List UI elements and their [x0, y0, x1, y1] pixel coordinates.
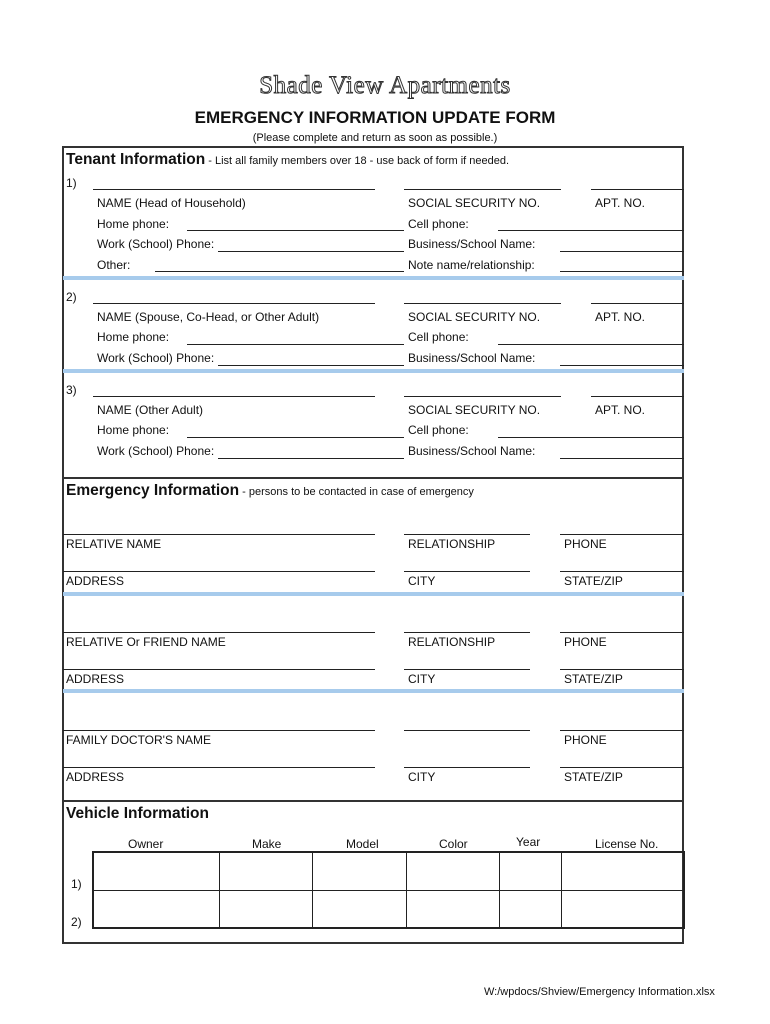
section-border	[62, 800, 684, 802]
contact-1-phone-field[interactable]	[560, 534, 684, 535]
doctor-city-field[interactable]	[404, 767, 530, 768]
tenant-3-home-phone-label: Home phone:	[97, 423, 170, 437]
vehicle-col-make: Make	[252, 837, 282, 851]
contact-1-phone-label: PHONE	[564, 537, 607, 551]
form-instruction: (Please complete and return as soon as possible.)	[252, 132, 498, 144]
contact-2-phone-label: PHONE	[564, 635, 607, 649]
vehicle-col-model: Model	[346, 837, 379, 851]
section-divider	[63, 276, 684, 280]
tenant-1-business-label: Business/School Name:	[408, 237, 536, 251]
contact-1-state-zip-field[interactable]	[560, 571, 684, 572]
contact-1-address-label: ADDRESS	[66, 574, 125, 588]
tenant-1-name-field[interactable]	[93, 189, 375, 190]
tenant-2-ssn-label: SOCIAL SECURITY NO.	[408, 310, 541, 324]
tenant-2-business-field[interactable]	[560, 365, 684, 366]
tenant-2-ssn-field[interactable]	[404, 303, 561, 304]
contact-1-city-label: CITY	[408, 574, 436, 588]
tenant-section	[66, 151, 509, 169]
form-title: EMERGENCY INFORMATION UPDATE FORM	[194, 108, 556, 127]
tenant-2-cell-phone-label: Cell phone:	[408, 330, 469, 344]
contact-2-city-field[interactable]	[404, 669, 530, 670]
contact-2-name-field[interactable]	[63, 632, 375, 633]
tenant-1-business-field[interactable]	[560, 251, 684, 252]
vehicle-col-color: Color	[439, 837, 468, 851]
doctor-city-label: CITY	[408, 770, 436, 784]
tenant-1-home-phone-field[interactable]	[187, 230, 404, 231]
tenant-3-name-field[interactable]	[93, 396, 375, 397]
tenant-1-note-name-field[interactable]	[560, 271, 684, 272]
tenant-2-work-phone-label: Work (School) Phone:	[97, 351, 215, 365]
tenant-1-other-label: Other:	[97, 258, 131, 272]
tenant-1-apt-field[interactable]	[591, 189, 684, 190]
emergency-section	[66, 482, 474, 500]
contact-1-state-zip-label: STATE/ZIP	[564, 574, 623, 588]
contact-2-address-field[interactable]	[63, 669, 375, 670]
tenant-2-cell-phone-field[interactable]	[498, 344, 684, 345]
tenant-2-business-label: Business/School Name:	[408, 351, 536, 365]
tenant-2-home-phone-field[interactable]	[187, 344, 404, 345]
tenant-2-apt-field[interactable]	[591, 303, 684, 304]
doctor-state-zip-field[interactable]	[560, 767, 684, 768]
doctor-name-field[interactable]	[63, 730, 375, 731]
tenant-2-home-phone-label: Home phone:	[97, 330, 170, 344]
contact-2-state-zip-label: STATE/ZIP	[564, 672, 623, 686]
tenant-1-number: 1)	[66, 176, 77, 190]
tenant-3-ssn-field[interactable]	[404, 396, 561, 397]
tenant-1-name-label: NAME (Head of Household)	[97, 196, 246, 210]
contact-1-city-field[interactable]	[404, 571, 530, 572]
file-path-footer: W:/wpdocs/Shview/Emergency Information.xlsx	[484, 986, 715, 998]
doctor-phone-label: PHONE	[564, 733, 607, 747]
contact-2-relationship-field[interactable]	[404, 632, 530, 633]
vehicle-table	[92, 851, 685, 929]
tenant-3-ssn-label: SOCIAL SECURITY NO.	[408, 403, 541, 417]
tenant-3-work-phone-field[interactable]	[218, 458, 404, 459]
contact-2-city-label: CITY	[408, 672, 436, 686]
vehicle-row-divider	[94, 890, 683, 891]
doctor-state-zip-label: STATE/ZIP	[564, 770, 623, 784]
vehicle-row-2-number: 2)	[71, 915, 82, 929]
contact-1-name-field[interactable]	[63, 534, 375, 535]
tenant-3-name-label: NAME (Other Adult)	[97, 403, 204, 417]
tenant-2-name-field[interactable]	[93, 303, 375, 304]
contact-2-name-label: RELATIVE Or FRIEND NAME	[66, 635, 226, 649]
tenant-1-note-name-label: Note name/relationship:	[408, 258, 535, 272]
contact-1-name-label: RELATIVE NAME	[66, 537, 162, 551]
company-title: Shade View Apartments	[259, 72, 511, 99]
tenant-1-work-phone-field[interactable]	[218, 251, 404, 252]
contact-2-address-label: ADDRESS	[66, 672, 125, 686]
emergency-section-title: Emergency Information	[66, 482, 240, 499]
doctor-address-field[interactable]	[63, 767, 375, 768]
vehicle-col-license: License No.	[595, 837, 659, 851]
tenant-2-work-phone-field[interactable]	[218, 365, 404, 366]
doctor-name-label: FAMILY DOCTOR'S NAME	[66, 733, 211, 747]
contact-2-phone-field[interactable]	[560, 632, 684, 633]
contact-1-relationship-field[interactable]	[404, 534, 530, 535]
vehicle-col-year: Year	[516, 835, 541, 849]
section-divider	[63, 689, 684, 693]
tenant-section-note: - List all family members over 18 - use back of form if needed.	[205, 155, 510, 167]
tenant-2-apt-label: APT. NO.	[595, 310, 646, 324]
contact-2-relationship-label: RELATIONSHIP	[408, 635, 496, 649]
tenant-1-other-field[interactable]	[155, 271, 404, 272]
section-border	[62, 477, 684, 479]
tenant-3-number: 3)	[66, 383, 77, 397]
vehicle-col-owner: Owner	[128, 837, 164, 851]
tenant-3-cell-phone-label: Cell phone:	[408, 423, 469, 437]
tenant-3-apt-field[interactable]	[591, 396, 684, 397]
doctor-phone-field[interactable]	[560, 730, 684, 731]
tenant-3-apt-label: APT. NO.	[595, 403, 646, 417]
contact-2-state-zip-field[interactable]	[560, 669, 684, 670]
tenant-1-apt-label: APT. NO.	[595, 196, 646, 210]
tenant-2-number: 2)	[66, 290, 77, 304]
tenant-1-work-phone-label: Work (School) Phone:	[97, 237, 215, 251]
contact-1-relationship-label: RELATIONSHIP	[408, 537, 496, 551]
tenant-1-cell-phone-label: Cell phone:	[408, 217, 469, 231]
doctor-address-label: ADDRESS	[66, 770, 125, 784]
tenant-1-ssn-label: SOCIAL SECURITY NO.	[408, 196, 541, 210]
tenant-3-home-phone-field[interactable]	[187, 437, 404, 438]
tenant-1-cell-phone-field[interactable]	[498, 230, 684, 231]
tenant-1-ssn-field[interactable]	[404, 189, 561, 190]
section-divider	[63, 369, 684, 373]
vehicle-section-title: Vehicle Information	[66, 805, 209, 822]
tenant-3-business-label: Business/School Name:	[408, 444, 536, 458]
section-divider	[63, 592, 684, 596]
tenant-section-title: Tenant Information	[66, 151, 206, 168]
contact-1-address-field[interactable]	[63, 571, 375, 572]
tenant-2-name-label: NAME (Spouse, Co-Head, or Other Adult)	[97, 310, 320, 324]
tenant-3-business-field[interactable]	[560, 458, 684, 459]
doctor-extra-field[interactable]	[404, 730, 530, 731]
emergency-section-note: - persons to be contacted in case of emergency	[239, 486, 474, 498]
tenant-3-cell-phone-field[interactable]	[498, 437, 684, 438]
vehicle-row-1-number: 1)	[71, 877, 82, 891]
tenant-3-work-phone-label: Work (School) Phone:	[97, 444, 215, 458]
tenant-1-home-phone-label: Home phone:	[97, 217, 170, 231]
